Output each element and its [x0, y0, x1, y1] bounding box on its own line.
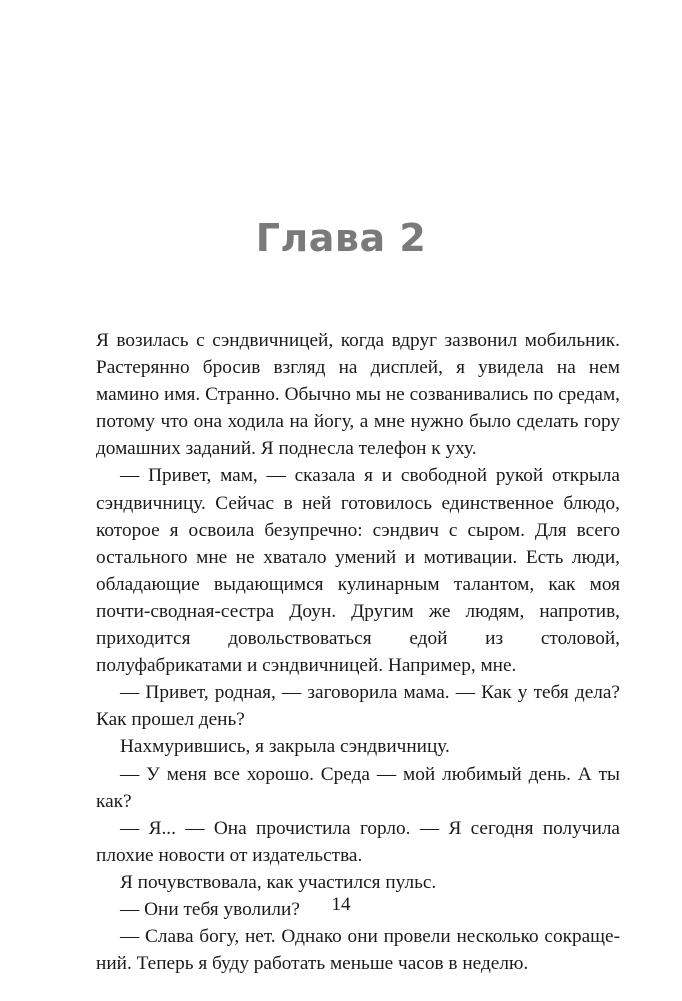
paragraph: Я почувствовала, как участился пульс. — [120, 871, 437, 893]
page-number: 14 — [331, 894, 351, 915]
chapter-body — [96, 327, 620, 977]
paragraph: — Слава богу, нет. Однако они провели несколько сокращений. Теперь я буду работать меньше часов в неделю. — [96, 926, 620, 975]
paragraph: — Привет, родная, — заговорила мама. — Как у тебя дела? Как прошел день? — [96, 682, 620, 731]
paragraph: — У меня все хорошо. Среда — мой любимый день. А ты как? — [96, 763, 620, 812]
paragraph: Я возилась с сэндвичницей, когда вдруг зазвонил мобильник. Растерянно бросив взгляд на дисплей, я увидела на нем мамино имя. Странно. Обычно мы не созванивались по средам, потому что она ходила на йогу, а мне нужно было сделать гору домашних заданий. Я поднесла телефон к уху. — [96, 330, 620, 460]
paragraph: — Привет, мам, — сказала я и свободной рукой открыла сэндвичницу. Сейчас в ней готовилось единственное блюдо, которое я освоила безупречно: сэндвич с сыром. Для всего остального мне не хватало умений и мотивации. Есть люди, обладающие выдающимся кулинарным талантом, как моя почти-сводная-сестра Доун. Другим же людям, напротив, приходится довольствоваться едой из столовой, полуфабрикатами и сэндвичницей. Например, мне. — [96, 465, 620, 677]
paragraph: — Я... — Она прочистила горло. — Я сегодня получила плохие новости от издательства. — [96, 817, 620, 866]
chapter-title: Глава 2 — [255, 216, 427, 260]
paragraph: — Они тебя уволили? — [120, 898, 300, 920]
paragraph: Нахмурившись, я закрыла сэндвичницу. — [120, 736, 450, 758]
